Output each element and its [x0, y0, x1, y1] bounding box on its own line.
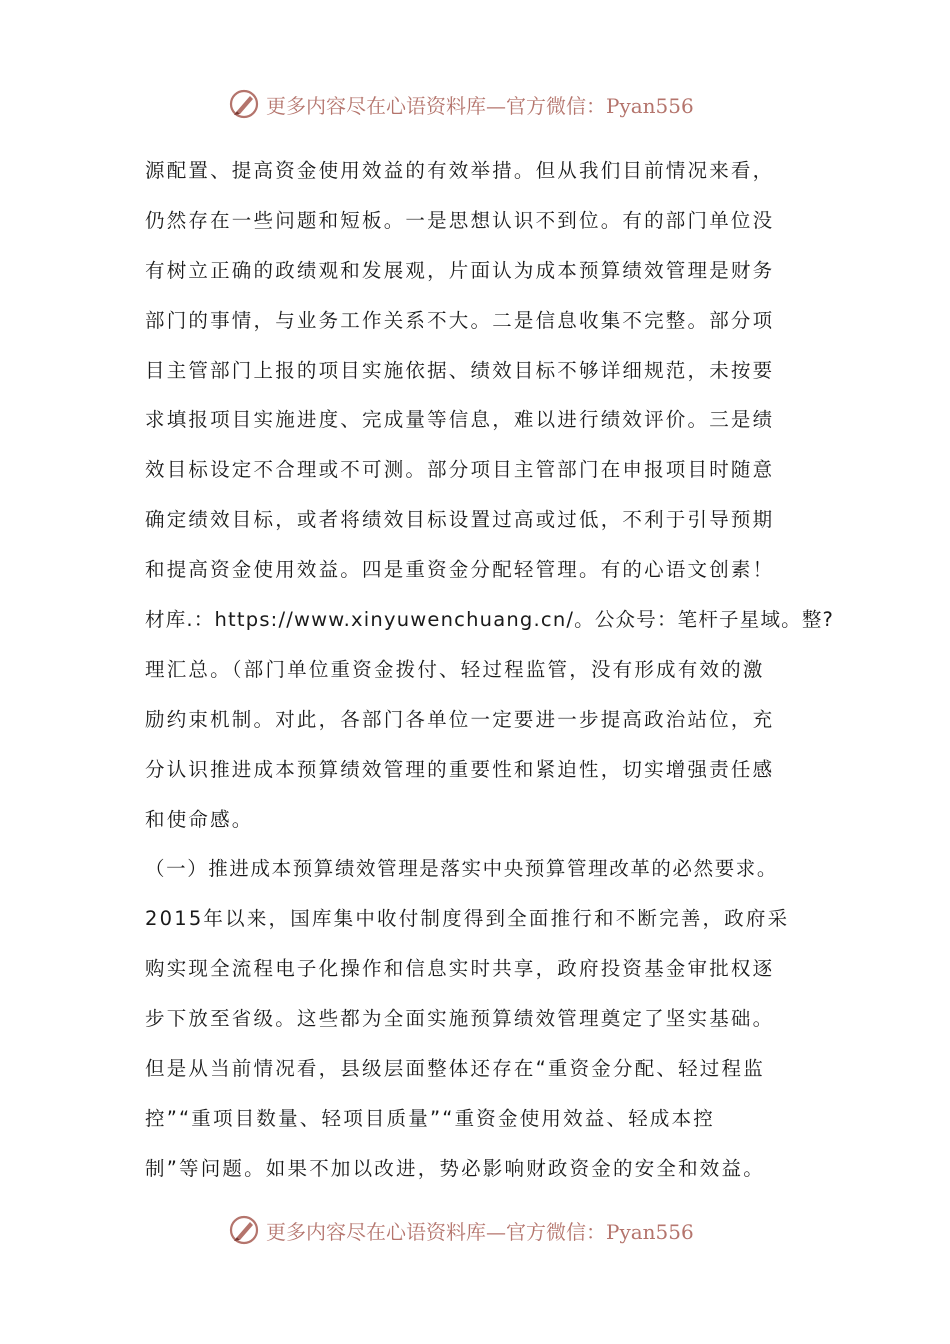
banner-text: 更多内容尽在心语资料库—官方微信：Pyan556: [266, 93, 694, 118]
text-line: 理汇总。（部门单位重资金拨付、轻过程监管，没有形成有效的激: [145, 657, 765, 681]
text-line: 但是从当前情况看，县级层面整体还存在“重资金分配、轻过程监: [145, 1057, 765, 1081]
text-line: 材库.：https://www.xinyuwenchuang.cn/。公众号：笔杆子星域。整?: [145, 608, 835, 632]
text-line: 效目标设定不合理或不可测。部分项目主管部门在申报项目时随意: [145, 458, 775, 482]
text-line: 励约束机制。对此，各部门各单位一定要进一步提高政治站位，充: [145, 707, 775, 731]
footer-banner: [228, 1212, 728, 1248]
banner-text: 更多内容尽在心语资料库—官方微信：Pyan556: [266, 1219, 694, 1244]
text-line: 控”“重项目数量、轻项目质量”“重资金使用效益、轻成本控: [145, 1106, 716, 1130]
text-line: 制”等问题。如果不加以改进，势必影响财政资金的安全和效益。: [145, 1156, 765, 1180]
section-heading: （一）推进成本预算绩效管理是落实中央预算管理改革的必然要求。: [145, 857, 779, 881]
text-line: 购实现全流程电子化操作和信息实时共享，政府投资基金审批权逐: [145, 957, 775, 981]
text-line: 确定绩效目标，或者将绩效目标设置过高或过低，不利于引导预期: [145, 508, 775, 532]
text-line: 源配置、提高资金使用效益的有效举措。但从我们目前情况来看，: [145, 159, 775, 182]
text-line: 目主管部门上报的项目实施依据、绩效目标不够详细规范，未按要: [145, 358, 775, 382]
text-line: 分认识推进成本预算绩效管理的重要性和紧迫性，切实增强责任感: [145, 757, 775, 781]
pen-logo-icon: [228, 1214, 260, 1246]
pen-logo-icon: [228, 88, 260, 120]
header-banner: [228, 86, 728, 122]
text-line: 求填报项目实施进度、完成量等信息，难以进行绩效评价。三是绩: [145, 408, 775, 432]
text-line: 仍然存在一些问题和短板。一是思想认识不到位。有的部门单位没: [145, 208, 775, 232]
text-line: 步下放至省级。这些都为全面实施预算绩效管理奠定了坚实基础。: [145, 1007, 775, 1031]
text-line: 2015年以来，国库集中收付制度得到全面推行和不断完善，政府采: [145, 907, 790, 931]
document-body: [145, 146, 835, 1194]
text-line: 有树立正确的政绩观和发展观，片面认为成本预算绩效管理是财务: [145, 258, 775, 282]
text-line: 和提高资金使用效益。四是重资金分配轻管理。有的心语文创素！: [145, 558, 775, 582]
text-line: 和使命感。: [145, 807, 254, 831]
text-line: 部门的事情，与业务工作关系不大。二是信息收集不完整。部分项: [145, 308, 775, 332]
